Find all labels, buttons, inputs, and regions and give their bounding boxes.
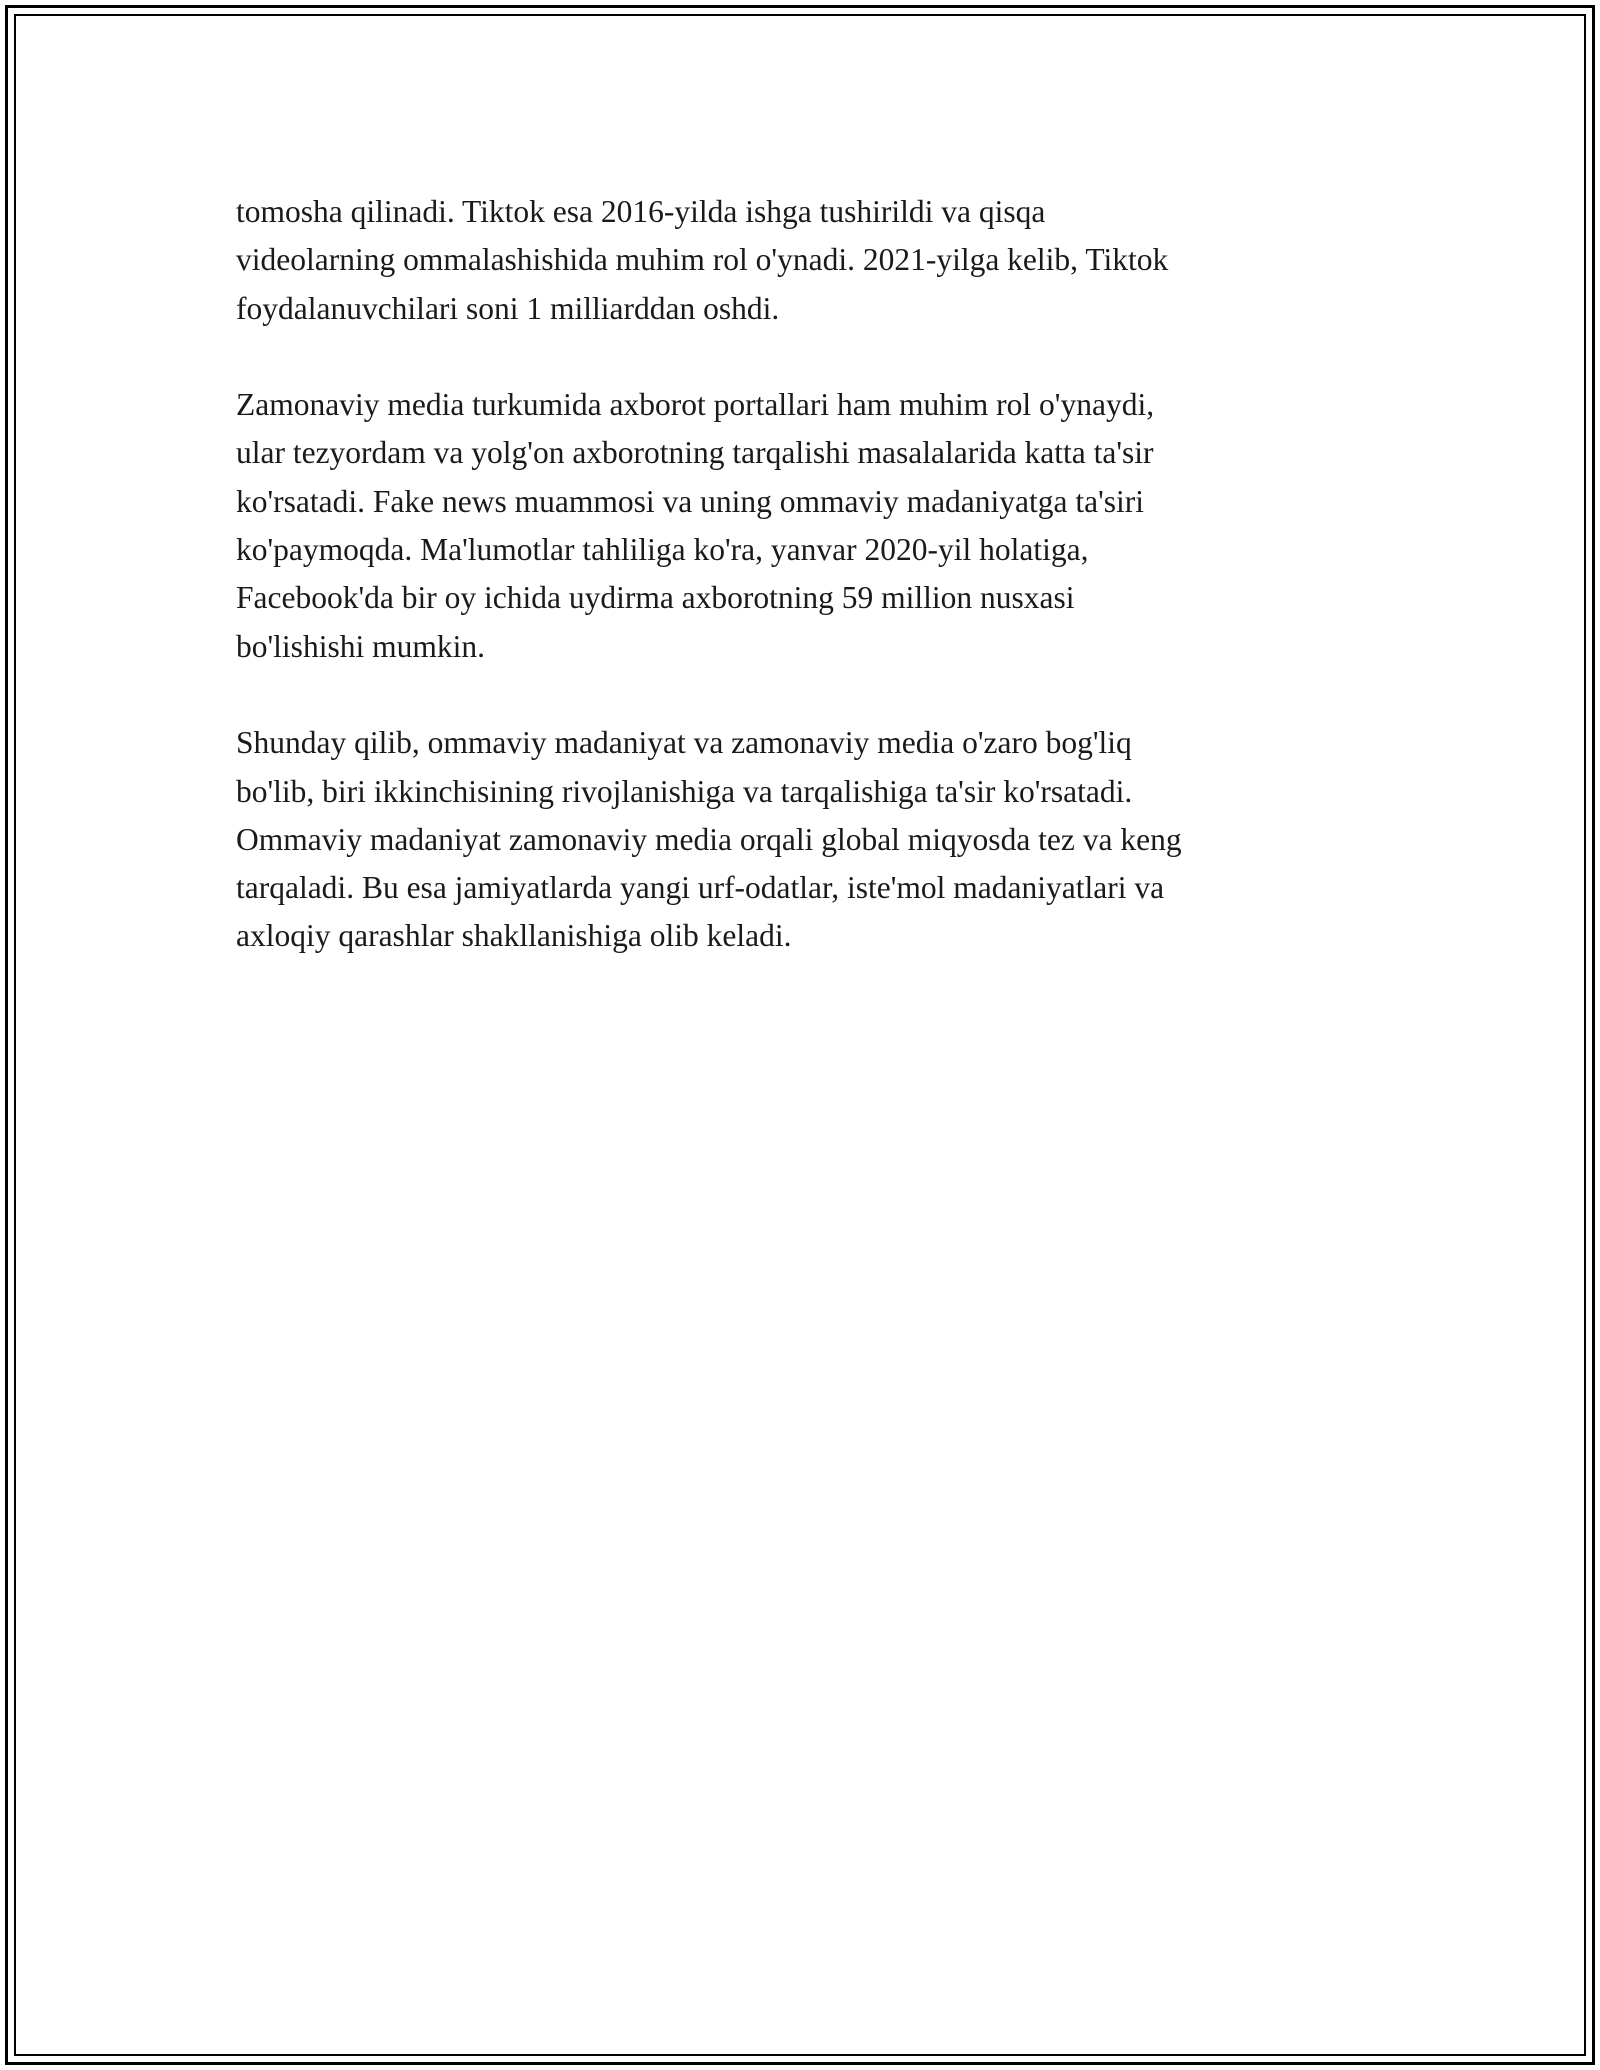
text-line: videolarning ommalashishida muhim rol o'ynadi. 2021-yilga kelib, Tiktok: [236, 242, 1169, 278]
text-line: Facebook'da bir oy ichida uydirma axborotning 59 million nusxasi: [236, 580, 1075, 616]
text-line: axloqiy qarashlar shakllanishiga olib keladi.: [236, 918, 792, 954]
text-line: tarqaladi. Bu esa jamiyatlarda yangi urf-odatlar, iste'mol madaniyatlari va: [236, 870, 1165, 906]
text-line: Shunday qilib, ommaviy madaniyat va zamonaviy media o'zaro bog'liq: [236, 725, 1132, 761]
text-line: bo'lishishi mumkin.: [236, 628, 485, 664]
paragraph-1: [236, 188, 1376, 333]
text-line: ular tezyordam va yolg'on axborotning tarqalishi masalalarida katta ta'sir: [236, 435, 1154, 471]
text-line: ko'rsatadi. Fake news muammosi va uning ommaviy madaniyatga ta'siri: [236, 483, 1145, 519]
text-line: foydalanuvchilari soni 1 milliarddan oshdi.: [236, 290, 780, 326]
paragraph-3: [236, 719, 1376, 960]
text-line: bo'lib, biri ikkinchisining rivojlanishiga va tarqalishiga ta'sir ko'rsatadi.: [236, 773, 1133, 809]
paragraph-2: [236, 381, 1376, 671]
document-body: [236, 188, 1376, 1009]
text-line: Ommaviy madaniyat zamonaviy media orqali global miqyosda tez va keng: [236, 821, 1182, 857]
text-line: tomosha qilinadi. Tiktok esa 2016-yilda ishga tushirildi va qisqa: [236, 194, 1046, 229]
text-line: ko'paymoqda. Ma'lumotlar tahliliga ko'ra, yanvar 2020-yil holatiga,: [236, 532, 1089, 568]
text-line: Zamonaviy media turkumida axborot portallari ham muhim rol o'ynaydi,: [236, 387, 1155, 423]
